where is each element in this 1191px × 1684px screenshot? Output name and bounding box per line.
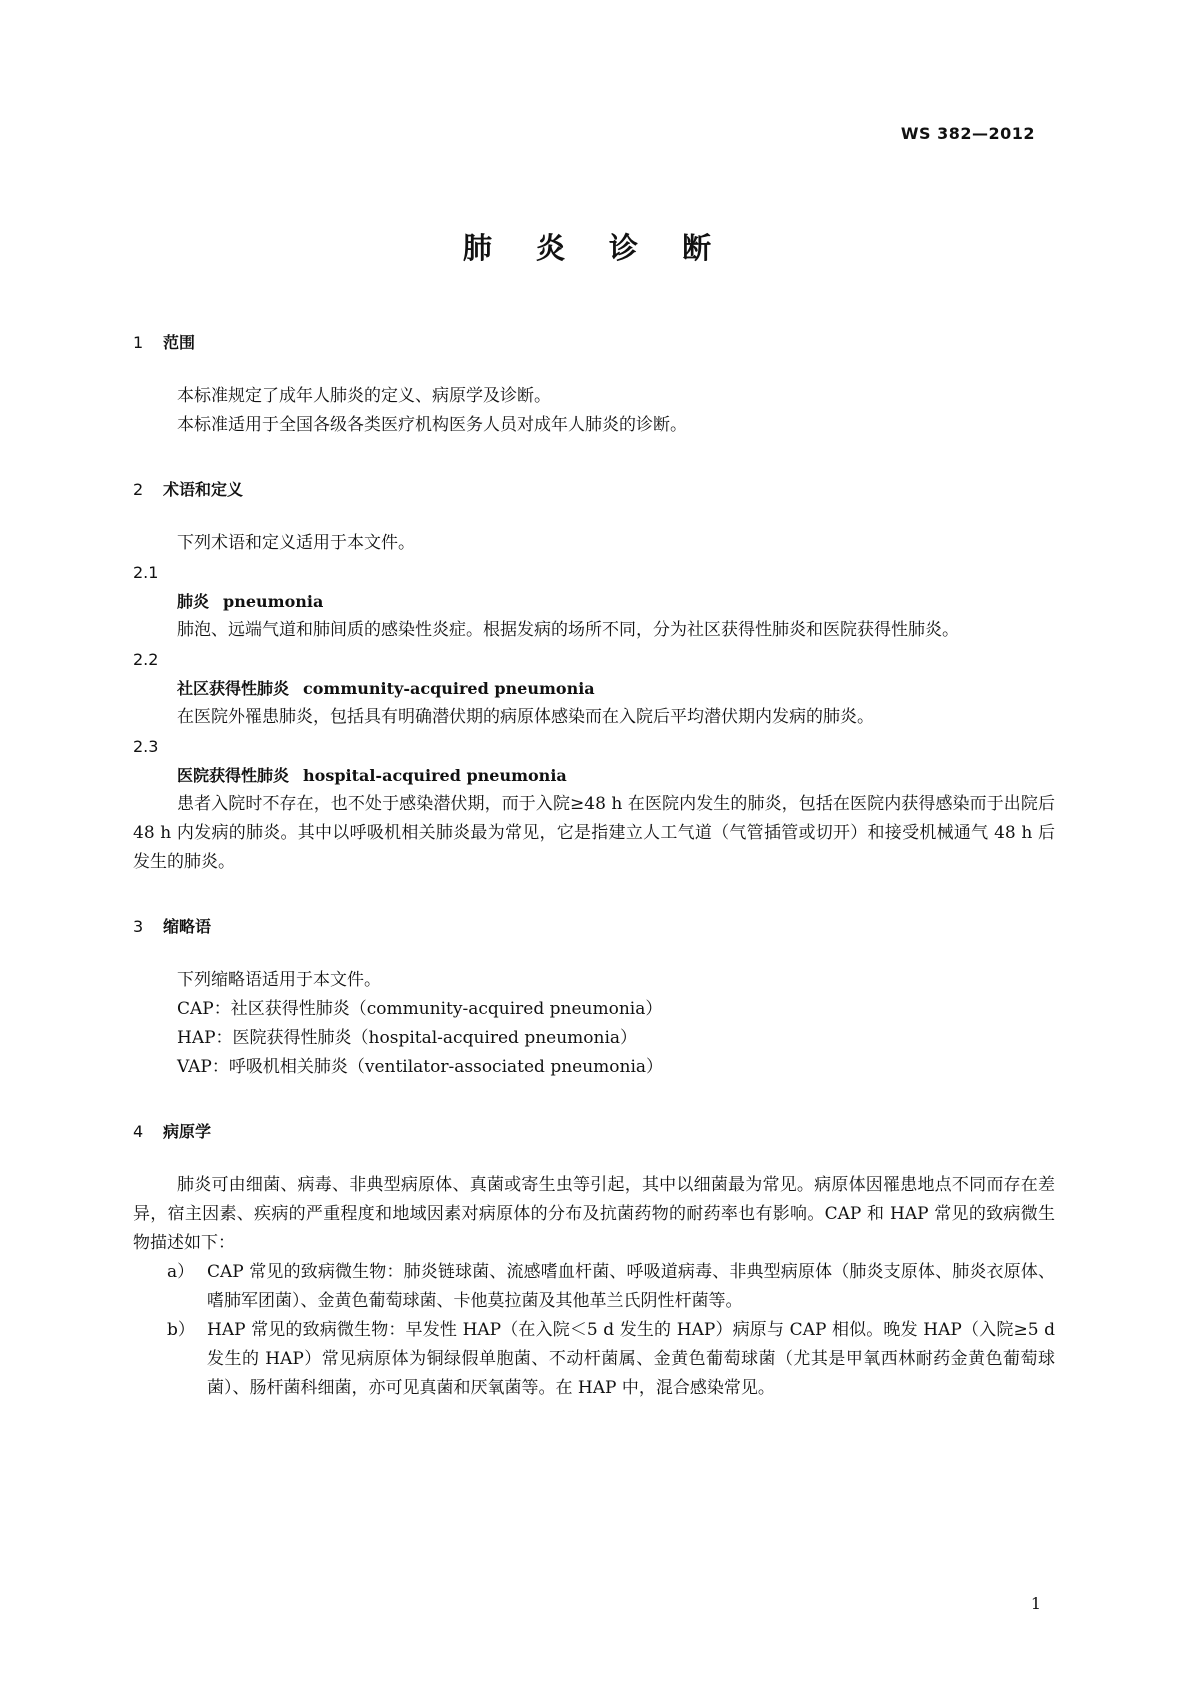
section-heading <box>133 331 1055 355</box>
term-number: 2.3 <box>133 737 159 756</box>
paragraph: 下列术语和定义适用于本文件。 <box>177 533 415 553</box>
section-number: 1 <box>133 333 144 352</box>
document-body <box>133 331 1055 1403</box>
term-en: hospital-acquired pneumonia <box>303 766 567 785</box>
abbreviation-line: CAP：社区获得性肺炎（community-acquired pneumonia） <box>177 999 663 1019</box>
standard-code: WS 382—2012 <box>900 124 1035 143</box>
term-entry <box>133 732 1055 877</box>
section-number: 3 <box>133 917 144 936</box>
section-title: 缩略语 <box>163 917 212 936</box>
term-zh: 医院获得性肺炎 <box>177 766 290 785</box>
term-number: 2.1 <box>133 563 159 582</box>
term-name <box>133 674 1055 703</box>
section-heading <box>133 915 1055 939</box>
term-definition: 患者入院时不存在，也不处于感染潜伏期，而于入院≥48 h 在医院内发生的肺炎，包括在医院内获得感染而于出院后 48 h 内发病的肺炎。其中以呼吸机相关肺炎最为常见，它是指建立人工气道（气管插管或切开）和接受机械通气 48 h 后发生的肺炎。 <box>133 794 1055 872</box>
section-scope <box>133 331 1055 440</box>
paragraph: 本标准规定了成年人肺炎的定义、病原学及诊断。 <box>177 386 551 406</box>
term-en: community-acquired pneumonia <box>303 679 595 698</box>
paragraph: 本标准适用于全国各级各类医疗机构医务人员对成年人肺炎的诊断。 <box>177 415 687 435</box>
section-title: 术语和定义 <box>163 480 244 499</box>
list-item <box>133 1316 1055 1403</box>
section-terms <box>133 478 1055 877</box>
page-number: 1 <box>1030 1594 1041 1613</box>
abbreviation-line: HAP：医院获得性肺炎（hospital-acquired pneumonia） <box>177 1028 638 1048</box>
section-number: 2 <box>133 480 144 499</box>
document-title: 肺 炎 诊 断 <box>462 231 729 265</box>
section-heading <box>133 478 1055 502</box>
term-zh: 社区获得性肺炎 <box>177 679 290 698</box>
paragraph: 下列缩略语适用于本文件。 <box>177 970 381 990</box>
section-heading <box>133 1120 1055 1144</box>
section-abbreviations <box>133 915 1055 1082</box>
section-number: 4 <box>133 1122 144 1141</box>
list-marker: b） <box>167 1320 195 1340</box>
term-zh: 肺炎 <box>177 592 210 611</box>
term-name <box>133 761 1055 790</box>
list-marker: a） <box>167 1262 195 1282</box>
list-text: HAP 常见的致病微生物：早发性 HAP（在入院＜5 d 发生的 HAP）病原与 CAP 相似。晚发 HAP（入院≥5 d 发生的 HAP）常见病原体为铜绿假单胞菌、不动杆菌属、金黄色葡萄球菌（尤其是甲氧西林耐药金黄色葡萄球菌）、肠杆菌科细菌，亦可见真菌和厌氧菌等。在 HAP 中，混合感染常见。 <box>207 1320 1055 1398</box>
section-etiology <box>133 1120 1055 1403</box>
term-definition: 在医院外罹患肺炎，包括具有明确潜伏期的病原体感染而在入院后平均潜伏期内发病的肺炎。 <box>177 707 874 727</box>
section-title: 病原学 <box>163 1122 212 1141</box>
list-text: CAP 常见的致病微生物：肺炎链球菌、流感嗜血杆菌、呼吸道病毒、非典型病原体（肺炎支原体、肺炎衣原体、嗜肺军团菌）、金黄色葡萄球菌、卡他莫拉菌及其他革兰氏阴性杆菌等。 <box>207 1262 1055 1311</box>
term-number: 2.2 <box>133 650 159 669</box>
term-name <box>133 587 1055 616</box>
abbreviation-line: VAP：呼吸机相关肺炎（ventilator-associated pneumonia） <box>177 1057 664 1077</box>
term-entry <box>133 645 1055 732</box>
paragraph: 肺炎可由细菌、病毒、非典型病原体、真菌或寄生虫等引起，其中以细菌最为常见。病原体因罹患地点不同而存在差异，宿主因素、疾病的严重程度和地域因素对病原体的分布及抗菌药物的耐药率也有影响。CAP 和 HAP 常见的致病微生物描述如下： <box>133 1175 1055 1253</box>
list-item <box>133 1258 1055 1316</box>
term-en: pneumonia <box>223 592 324 611</box>
term-definition: 肺泡、远端气道和肺间质的感染性炎症。根据发病的场所不同，分为社区获得性肺炎和医院获得性肺炎。 <box>177 620 959 640</box>
section-title: 范围 <box>163 333 196 352</box>
term-entry <box>133 558 1055 645</box>
